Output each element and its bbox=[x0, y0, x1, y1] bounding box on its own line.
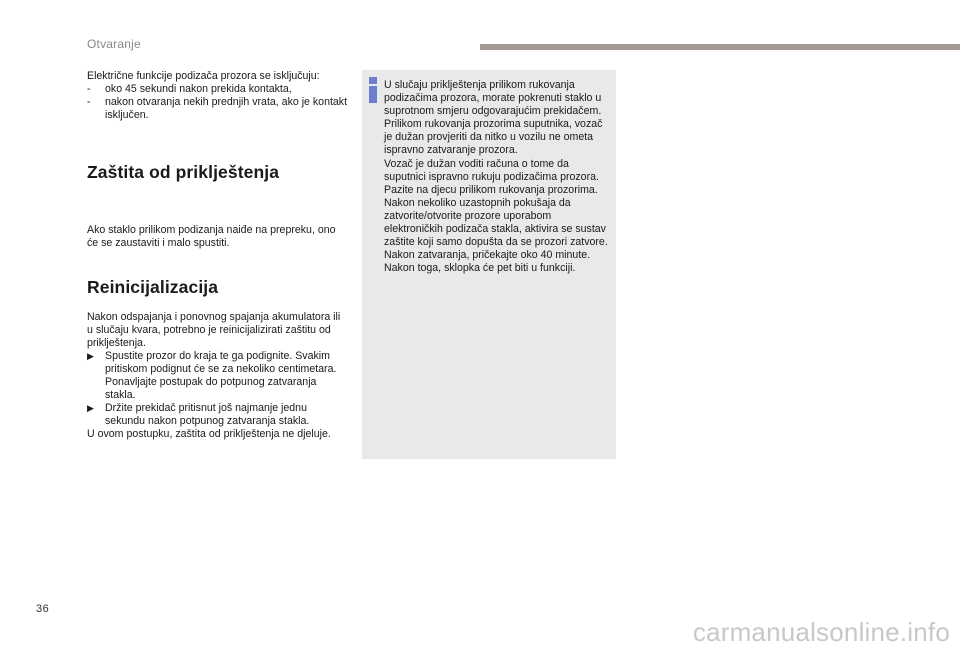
protection-text: Ako staklo prilikom podizanja naiđe na prepreku, ono će se zaustaviti i malo spustiti. bbox=[87, 224, 336, 250]
info-paragraph: Pazite na djecu prilikom rukovanja prozorima. bbox=[384, 183, 598, 196]
dash-marker: - bbox=[87, 83, 91, 96]
info-paragraph: Prilikom rukovanja prozorima suputnika, vozač je dužan provjeriti da nitko u vozilu ne ometa ispravno zatvaranje prozora. bbox=[384, 118, 603, 157]
watermark: carmanualsonline.info bbox=[692, 617, 950, 647]
list-item-text: nakon otvaranja nekih prednjih vrata, ako je kontakt isključen. bbox=[105, 96, 348, 122]
reinit-intro: Nakon odspajanja i ponovnog spajanja akumulatora ili u slučaju kvara, potrebno je reinicijalizirati zaštitu od priklještenja. bbox=[87, 310, 341, 349]
info-paragraph: Nakon nekoliko uzastopnih pokušaja da zatvorite/otvorite prozore uporabom elektroničkih podizača stakla, aktivira se sustav zaštite koji samo dopušta da se prozori zatvore. Nakon zatvaranja, pričekajte oko 40 minute. Nakon toga, sklopka će pet biti u funkciji. bbox=[384, 196, 608, 275]
protection-heading: Zaštita od priklještenja bbox=[87, 162, 280, 183]
step-arrow-icon: ▶ bbox=[87, 403, 94, 414]
info-icon bbox=[368, 77, 378, 103]
page-number: 36 bbox=[36, 603, 50, 615]
step-item bbox=[87, 402, 349, 428]
dash-marker: - bbox=[87, 96, 91, 109]
info-box bbox=[362, 70, 616, 459]
list-item bbox=[87, 96, 349, 122]
intro-text: Električne funkcije podizača prozora se isključuju: bbox=[87, 70, 320, 82]
header-title: Otvaranje bbox=[87, 37, 141, 51]
list-item bbox=[87, 83, 349, 96]
info-text bbox=[384, 79, 612, 275]
info-paragraph: U slučaju priklještenja prilikom rukovanja podizačima prozora, morate pokrenuti staklo u suprotnom smjeru odgovarajućim prekidačem. bbox=[384, 79, 602, 118]
step-text: Spustite prozor do kraja te ga podignite. Svakim pritiskom podignut će se za nekoliko centimetara. Ponavljajte postupak do potpunog zatvaranja stakla. bbox=[105, 349, 337, 402]
list-item-text: oko 45 sekundi nakon prekida kontakta, bbox=[105, 83, 292, 96]
step-arrow-icon: ▶ bbox=[87, 350, 94, 361]
step-item bbox=[87, 350, 349, 402]
info-paragraph: Vozač je dužan voditi računa o tome da suputnici ispravno rukuju podizačima prozora. bbox=[384, 157, 599, 183]
left-column bbox=[87, 70, 349, 442]
reinit-outro: U ovom postupku, zaštita od priklještenja ne djeluje. bbox=[87, 428, 331, 441]
header-bar bbox=[480, 44, 960, 50]
reinit-heading: Reinicijalizacija bbox=[87, 276, 219, 297]
step-text: Držite prekidač pritisnut još najmanje jednu sekundu nakon potpunog zatvaranja stakla. bbox=[105, 402, 310, 428]
